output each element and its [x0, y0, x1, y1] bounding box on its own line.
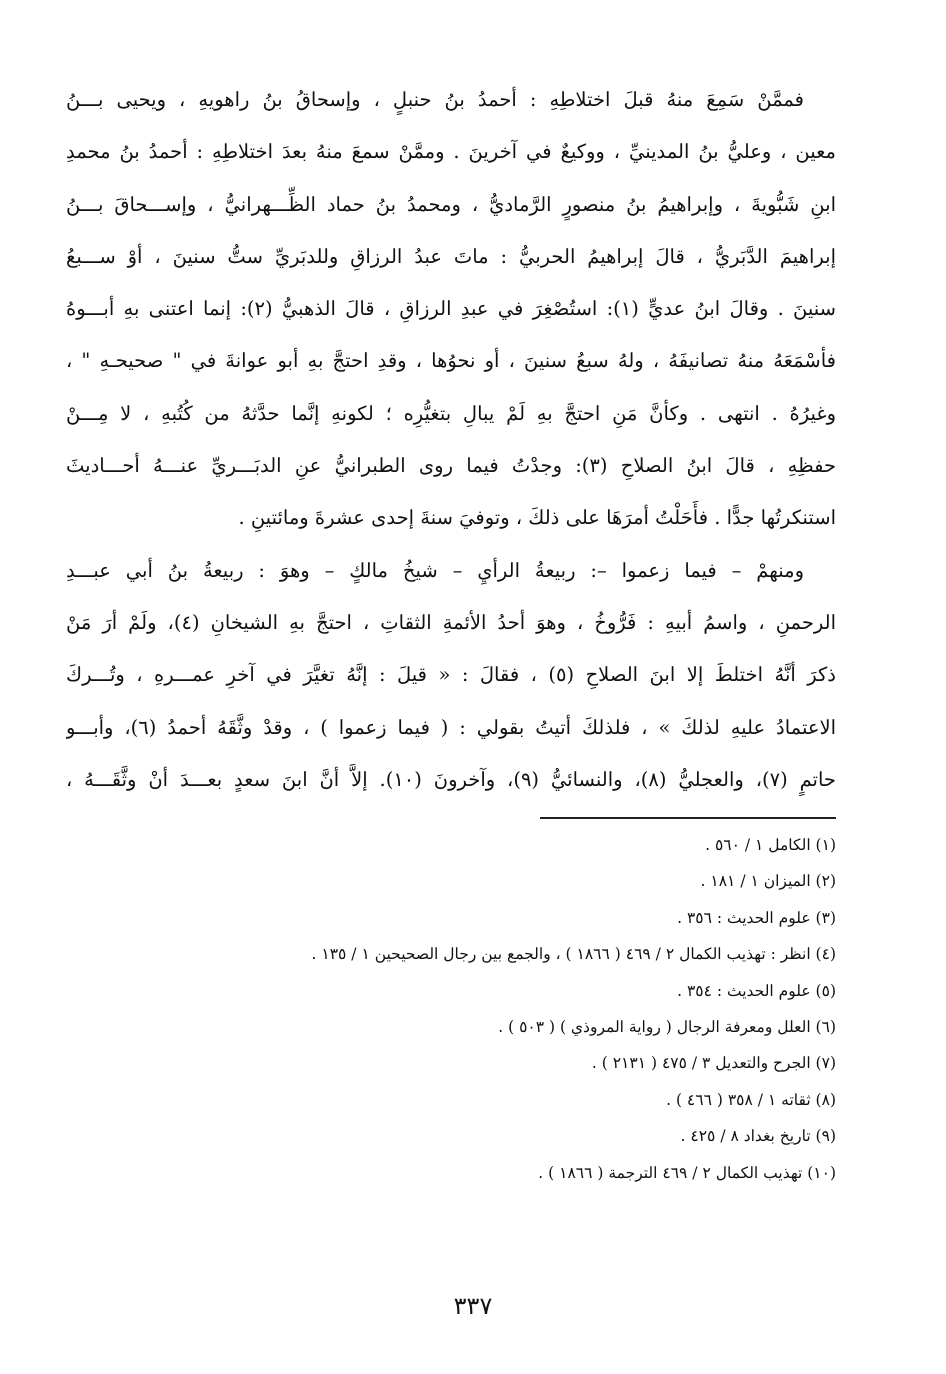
- footnote-separator: [540, 817, 836, 819]
- main-text-block: [66, 74, 836, 806]
- text-line: فممَّنْ سَمِعَ منهُ قبلَ اختلاطِهِ : أحمدُ بنُ حنبلٍ ، وإسحاقُ بنُ راهويهِ ، ويحيى بـــنُ: [66, 88, 804, 111]
- text-line: الاعتمادُ عليهِ لذلكَ » ، فلذلكَ أتيتُ بقولي : ( فيما زعموا ) ، وقدْ وثَّقَهُ أحمدُ (٦)، وأبـــو: [66, 715, 836, 739]
- page-number: ٣٣٧: [453, 1292, 493, 1320]
- text-line: وغيرُهُ . انتهى . وكأنَّ مَنِ احتجَّ بهِ لَمْ يبالِ بتغيُّرِه ؛ لكونهِ إنَّما حدَّثهُ من كُتُبهِ ، لا مِـــنْ: [66, 401, 836, 425]
- text-line: الرحمنِ ، واسمُ أبيهِ : فَرُّوخُ ، وهوَ أحدُ الأئمةِ الثقاتِ ، احتجَّ بهِ الشيخانِ (٤)، ولَمْ أرَ مَنْ: [66, 610, 836, 634]
- footnote: (٦) العلل ومعرفة الرجال ( رواية المروذي ) ( ٥٠٣ ) .: [498, 1017, 836, 1036]
- text-line: ابنِ شَبُّويةَ ، وإبراهيمُ بنُ منصورٍ الرَّماديُّ ، ومحمدُ بنُ حماد الظِّـــهرانيُّ ، وإســـحاقَ بـــنُ: [66, 192, 836, 216]
- footnotes-block: [120, 827, 836, 1191]
- text-line: حاتمٍ (٧)، والعجليُّ (٨)، والنسائيُّ (٩)، وآخرونَ (١٠). إلاَّ أنَّ ابنَ سعدٍ بعـــدَ أنْ وثَّقَـــهُ ،: [66, 767, 836, 791]
- text-line: استنكرتُها جدًّا . فأَحَلْتُ أمرَهَا على ذلكَ ، وتوفيَ سنةَ إحدى عشرةَ ومائتينِ .: [238, 506, 836, 530]
- text-line: فأسْمَعَهُ منهُ تصانيفَهُ ، ولهُ سبعُ سنينَ ، أو نحوُها ، وقدِ احتجَّ بهِ أبو عوانةَ في " صحيحـهِ " ،: [66, 349, 836, 373]
- footnote: (٤) انظر : تهذيب الكمال ٢ / ٤٦٩ ( ١٨٦٦ ) ، والجمع بين رجال الصحيحين ١ / ١٣٥ .: [311, 945, 836, 964]
- text-line: ومنهمْ – فيما زعموا –: ربيعةُ الرأيِ – شيخُ مالكٍ – وهوَ : ربيعةُ بنُ أبي عبـــدِ: [66, 558, 804, 582]
- footnote: (٢) الميزان ١ / ١٨١ .: [700, 872, 836, 891]
- text-line: ذكرَ أنَّهُ اختلطَ إلا ابنَ الصلاحِ (٥) ، فقالَ : « قيلَ : إنَّهُ تغيَّرَ في آخرِ عمـــرهِ ، وتُـــركَ: [66, 663, 836, 687]
- text-line: حفظِهِ ، قالَ ابنُ الصلاحِ (٣): وجدْتُ فيما روى الطبرانيُّ عنِ الدبَـــريِّ عنـــهُ أحـــاديثَ: [66, 454, 836, 478]
- footnote: (٥) علوم الحديث : ٣٥٤ .: [677, 981, 836, 1000]
- footnote: (٧) الجرح والتعديل ٣ / ٤٧٥ ( ٢١٣١ ) .: [591, 1054, 836, 1073]
- text-line: معين ، وعليُّ بنُ المدينيِّ ، ووكيعٌ في آخرينَ . وممَّنْ سمعَ منهُ بعدَ اختلاطِهِ : أحمدُ بنُ محمدِ: [66, 140, 836, 164]
- text-line: سنينَ . وقالَ ابنُ عديٍّ (١): استُصْغِرَ في عبدِ الرزاقِ ، قالَ الذهبيُّ (٢): إنما اعتنى بهِ أبـــوهُ: [66, 297, 836, 321]
- footnote: (٨) ثقاته ١ / ٣٥٨ ( ٤٦٦ ) .: [666, 1090, 836, 1109]
- footnote: (١٠) تهذيب الكمال ٢ / ٤٦٩ الترجمة ( ١٨٦٦ ) .: [538, 1163, 836, 1182]
- footnote: (٩) تاريخ بغداد ٨ / ٤٢٥ .: [680, 1127, 836, 1146]
- footnote: (٣) علوم الحديث : ٣٥٦ .: [677, 908, 836, 927]
- text-line: إبراهيمَ الدَّبَريُّ ، قالَ إبراهيمُ الحربيُّ : ماتَ عبدُ الرزاقِ وللدبَريِّ ستُّ سنينَ ، أوْ ســـبعُ: [66, 244, 836, 268]
- footnote: (١) الكامل ١ / ٥٦٠ .: [705, 836, 836, 854]
